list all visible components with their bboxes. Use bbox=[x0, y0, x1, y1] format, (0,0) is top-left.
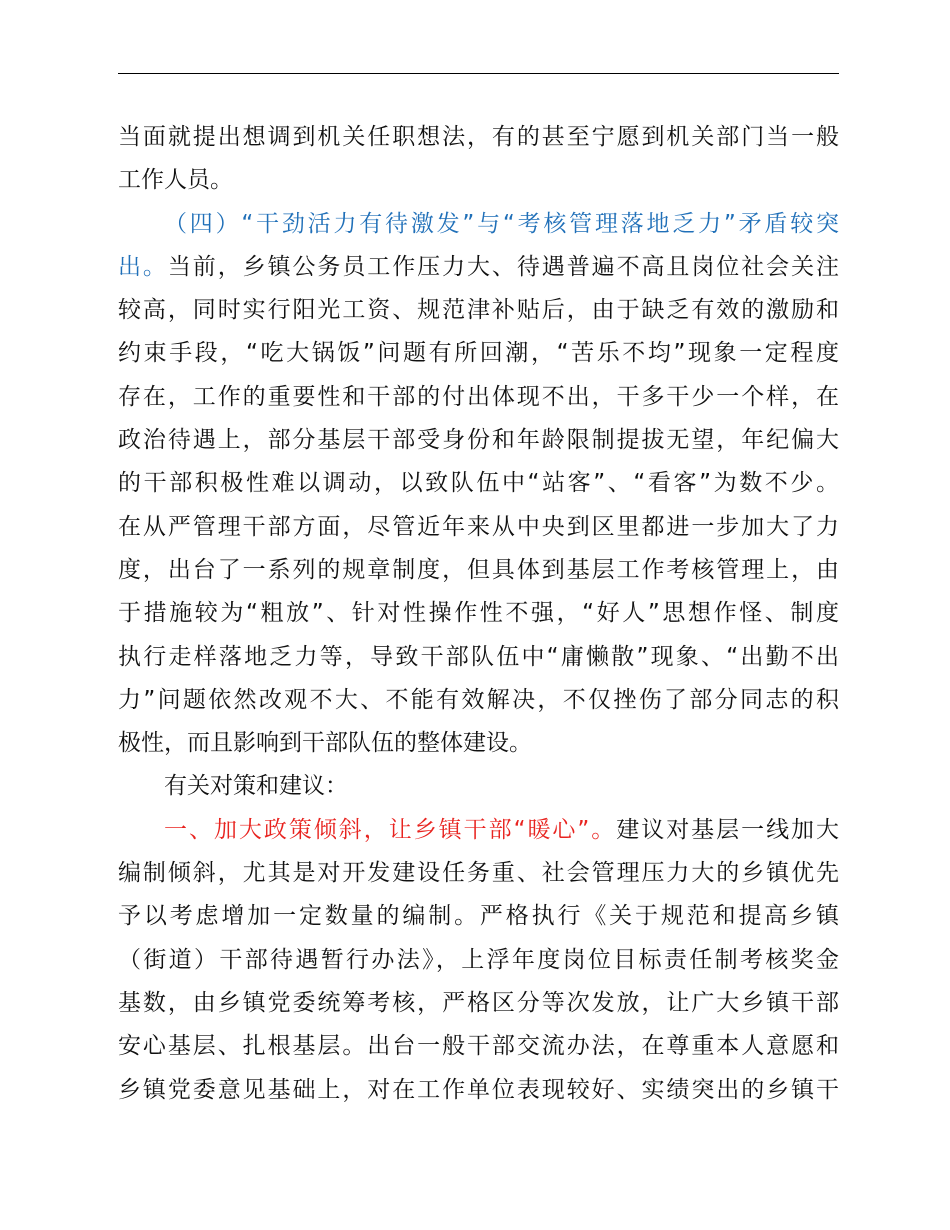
text-line: （街道）干部待遇暂行办法》，上浮年度岗位目标责任制考核奖金 bbox=[118, 946, 839, 973]
text-line: 编制倾斜，尤其是对开发建设任务重、社会管理压力大的乡镇优先 bbox=[118, 860, 839, 887]
text-line: 政治待遇上，部分基层干部受身份和年龄限制提拔无望，年纪偏大 bbox=[118, 427, 839, 454]
text-line: 的干部积极性难以调动，以致队伍中“站客”、“看客”为数不少。 bbox=[118, 470, 839, 497]
text-line-rest: 当前，乡镇公务员工作压力大、待遇普遍不高且岗位社会关注 bbox=[167, 253, 839, 280]
text-line: 予以考虑增加一定数量的编制。严格执行《关于规范和提高乡镇 bbox=[118, 903, 839, 930]
text-line: 工作人员。 bbox=[118, 167, 233, 194]
text-line: 在从严管理干部方面，尽管近年来从中央到区里都进一步加大了力 bbox=[118, 513, 839, 540]
text-line: 当面就提出想调到机关任职想法，有的甚至宁愿到机关部门当一般 bbox=[118, 124, 839, 150]
text-line-rest: 建议对基层一线加大 bbox=[616, 816, 839, 843]
text-line: 存在，工作的重要性和干部的付出体现不出，干多干少一个样，在 bbox=[118, 383, 839, 410]
text-line: 约束手段，“吃大锅饭”问题有所回潮，“苦乐不均”现象一定程度 bbox=[118, 340, 839, 367]
section-heading-end: 出。 bbox=[118, 253, 168, 280]
text-line: 乡镇党委意见基础上，对在工作单位表现较好、实绩突出的乡镇干 bbox=[118, 1076, 839, 1103]
text-line: 执行走样落地乏力等，导致干部队伍中“庸懒散”现象、“出勤不出 bbox=[118, 643, 839, 670]
text-line bbox=[118, 809, 839, 852]
section-heading: （四）“干劲活力有待激发”与“考核管理落地乏力”矛盾较突 bbox=[164, 210, 839, 237]
measure-heading: 一、加大政策倾斜，让乡镇干部“暖心”。 bbox=[164, 816, 617, 843]
text-line: 较高，同时实行阳光工资、规范津补贴后，由于缺乏有效的激励和 bbox=[118, 297, 839, 324]
document-body bbox=[118, 116, 839, 1112]
text-line: 于措施较为“粗放”、针对性操作性不强，“好人”思想作怪、制度 bbox=[118, 600, 839, 627]
text-line: 度，出台了一系列的规章制度，但具体到基层工作考核管理上，由 bbox=[118, 556, 839, 583]
text-line: 基数，由乡镇党委统筹考核，严格区分等次发放，让广大乡镇干部 bbox=[118, 989, 839, 1016]
countermeasures-intro: 有关对策和建议： bbox=[164, 773, 348, 800]
text-line: 力”问题依然改观不大、不能有效解决，不仅挫伤了部分同志的积 bbox=[118, 686, 839, 713]
text-line bbox=[118, 246, 839, 289]
text-line: 安心基层、扎根基层。出台一般干部交流办法，在尊重本人意愿和 bbox=[118, 1033, 839, 1060]
header-rule bbox=[118, 73, 839, 74]
text-line: 极性，而且影响到干部队伍的整体建设。 bbox=[118, 730, 532, 757]
